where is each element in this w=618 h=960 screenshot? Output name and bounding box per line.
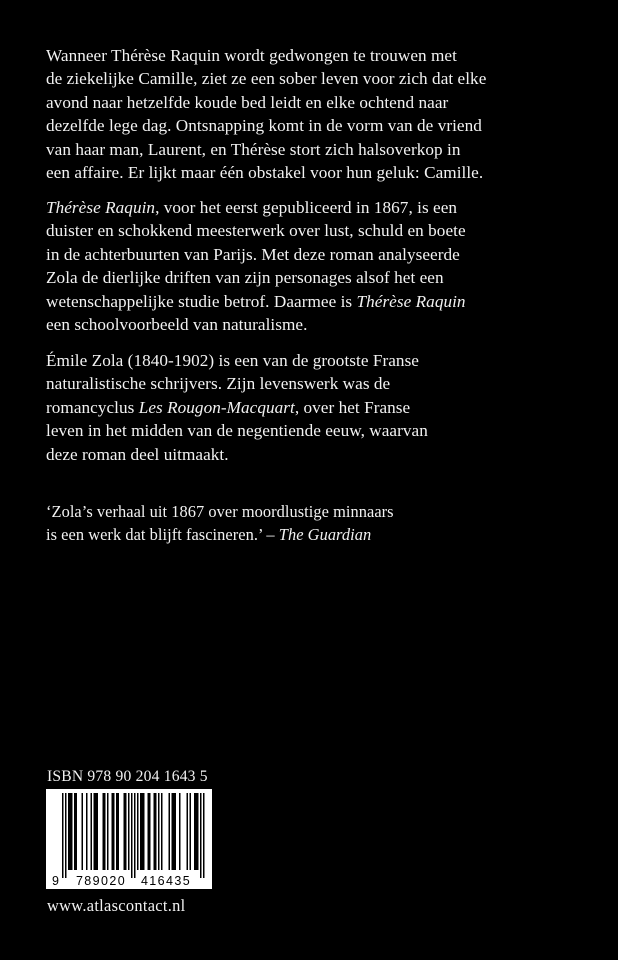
quote-source-italic: The Guardian [278, 524, 372, 544]
barcode-bar [62, 793, 64, 878]
barcode-bar [190, 793, 192, 870]
text-line: Émile Zola (1840-1902) is een van de grootste Franse [46, 351, 419, 370]
text-line [46, 290, 606, 313]
barcode-bar [154, 793, 156, 870]
barcode-bar [149, 793, 151, 870]
blurb-paragraph-2 [46, 196, 606, 336]
text-fragment: , voor het eerst gepubliceerd in 1867, is een [155, 198, 458, 217]
barcode-bar [169, 793, 171, 870]
barcode-bar [155, 793, 157, 870]
barcode-bar [103, 793, 105, 870]
text-line: leven in het midden van de negentiende eeuw, waarvan [46, 421, 428, 441]
barcode-bar [95, 793, 97, 870]
barcode-graphic [46, 789, 212, 889]
author-paragraph [46, 349, 606, 466]
barcode-bar [124, 793, 126, 870]
barcode-bar [82, 793, 84, 870]
text-line: Wanneer Thérèse Raquin wordt gedwongen te trouwen met [46, 46, 457, 65]
text-fragment: is een werk dat blijft fascineren.’ – [46, 524, 279, 544]
text-fragment: wetenschappelijke studie betrof. Daarmee is [46, 291, 357, 311]
barcode-bar [125, 793, 127, 870]
barcode-bar [172, 793, 174, 870]
series-title-italic: Les Rougon-Macquart [138, 397, 295, 417]
text-line: de ziekelijke Camille, ziet ze een sober leven voor zich dat elke [46, 69, 487, 89]
text-line: avond naar hetzelfde koude bed leidt en elke ochtend naar [46, 92, 449, 112]
barcode-bar [116, 793, 118, 870]
barcode-digits-left: 789020 [75, 874, 127, 888]
barcode-bar [161, 793, 163, 870]
barcode-digit-first: 9 [52, 874, 59, 888]
text-line [46, 196, 606, 219]
text-line: naturalistische schrijvers. Zijn levenswerk was de [46, 374, 391, 394]
barcode-bar [76, 793, 78, 870]
barcode-bar [143, 793, 145, 870]
barcode-bar [173, 793, 175, 870]
barcode-bar [203, 793, 205, 878]
text-line: ‘Zola’s verhaal uit 1867 over moordlustige minnaars [46, 502, 394, 521]
barcode-bar [131, 793, 133, 878]
text-line: in de achterbuurten van Parijs. Met deze roman analyseerde [46, 244, 460, 264]
barcode-bar [113, 793, 115, 870]
text-line: duister en schokkend meesterwerk over lust, schuld en boete [46, 221, 466, 241]
barcode-bar [71, 793, 73, 870]
barcode-bar [158, 793, 160, 870]
text-fragment: , over het Franse [294, 397, 411, 417]
barcode-bars [62, 793, 205, 878]
press-quote [46, 501, 606, 546]
barcode-bar [179, 793, 181, 870]
barcode-bar [196, 793, 198, 870]
barcode-bar [148, 793, 150, 870]
text-line: een schoolvoorbeeld van naturalisme. [46, 315, 308, 335]
barcode-bar [187, 793, 189, 870]
text-line [46, 524, 606, 547]
barcode-bar [112, 793, 114, 870]
barcode-bar [118, 793, 120, 870]
text-fragment: romancyclus [46, 397, 139, 417]
barcode-bar [142, 793, 144, 870]
barcode-bar [65, 793, 67, 878]
barcode-bar [104, 793, 106, 870]
text-line [46, 396, 606, 419]
barcode-bar [134, 793, 136, 878]
barcode-bar [140, 793, 142, 870]
text-line: een affaire. Er lijkt maar één obstakel voor hun geluk: Camille. [46, 163, 484, 183]
text-line: deze roman deel uitmaakt. [46, 444, 229, 464]
barcode-bar [194, 793, 196, 870]
barcode-bar [197, 793, 199, 870]
text-line: Zola de dierlijke driften van zijn personages alsof het een [46, 268, 444, 288]
barcode-bar [137, 793, 139, 870]
barcode-bar [68, 793, 70, 870]
isbn-barcode [46, 789, 212, 889]
barcode-bar [97, 793, 99, 870]
book-title-italic: Thérèse Raquin [356, 291, 466, 311]
barcode-bar [128, 793, 130, 870]
barcode-bar [74, 793, 76, 870]
isbn-label: ISBN 978 90 204 1643 5 [47, 768, 208, 785]
barcode-bar [86, 793, 88, 870]
barcode-bar [175, 793, 177, 870]
barcode-bar [94, 793, 96, 870]
publisher-website: www.atlascontact.nl [47, 896, 186, 915]
text-line: dezelfde lege dag. Ontsnapping komt in de vorm van de vriend [46, 116, 482, 136]
barcode-digits-right: 416435 [140, 874, 192, 888]
text-line: van haar man, Laurent, en Thérèse stort zich halsoverkop in [46, 139, 461, 159]
blurb-paragraph-1 [46, 44, 606, 184]
barcode-bar [107, 793, 109, 870]
barcode-bar [200, 793, 202, 878]
barcode-bar [91, 793, 93, 870]
book-title-italic: Thérèse Raquin [46, 198, 156, 217]
barcode-bar [70, 793, 72, 870]
